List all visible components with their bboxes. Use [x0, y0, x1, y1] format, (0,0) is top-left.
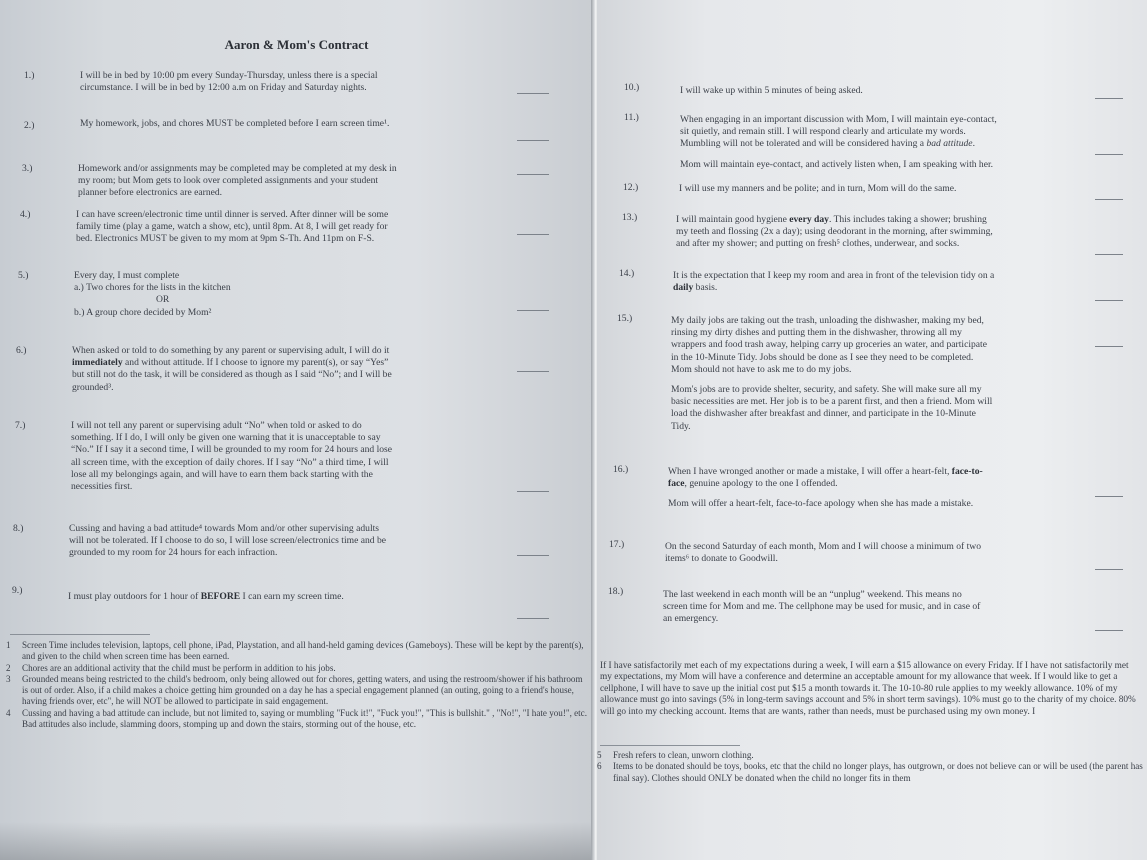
allowance-paragraph: If I have satisfactorily met each of my expectations during a week, I will earn a $15 allowance on every Friday. If I have not satisfactorily met my expectations, my Mom will have a conference and determine an acceptable amount for my allowance that week. If I would like to get a cellphone, I will have to save up the initial cost put $15 a month towards it. The 10-10-80 rule applies to my weekly allowance. 10% of my allowance must go into savings (5% in long-term savings account and 5% in short term savings). 10% must go to the charity of my choice. 80% will go into my checking account. Items that are wants, rather than needs, must be purchased using my own money. I	[600, 661, 1136, 717]
item-line: I can have screen/electronic time until dinner is served. After dinner will be some	[76, 209, 389, 220]
item-number: 8.)	[13, 523, 24, 534]
item-line: all screen time, with the exception of daily chores. If I say “No” a third time, I will	[71, 456, 389, 468]
item-line: I will use my manners and be polite; and in turn, Mom will do the same.	[679, 183, 957, 194]
item-line: “No.” If I say it a second time, I will be grounded to my room for 24 hours and lose	[71, 444, 393, 456]
item-line: and after my shower; and putting on fresh⁵ clothes, underwear, and socks.	[676, 238, 960, 250]
item-line: Mumbling will not be tolerated and will be considered having a bad attitude.	[680, 138, 975, 150]
item-line: but still not do the task, it will be considered as though as I said “No”; and I will be	[72, 369, 392, 381]
item-line: sit quietly, and remain still. I will respond clearly and articulate my words.	[680, 126, 966, 138]
right-footnotes	[597, 750, 1145, 784]
item-line: Mom should not have to ask me to do my jobs.	[671, 363, 852, 375]
item-line: will not be tolerated. If I choose to do so, I will lose screen/electronics time and be	[69, 535, 387, 547]
item-line: in the 10-Minute Tidy. Jobs should be done as I see they need to be completed.	[671, 351, 974, 363]
item-line: Mom will maintain eye-contact, and actively listen when, I am speaking with her.	[680, 158, 994, 170]
item-line: wrappers and food trash away, helping carry up groceries an water, and participate	[671, 339, 987, 351]
initial-line	[1095, 569, 1123, 570]
item-line: basic necessities are met. Her job is to be a parent first, and then a friend. Mom will	[671, 396, 993, 408]
initial-line	[1095, 154, 1123, 155]
item-line: circumstance. I will be in bed by 12:00 a.m on Friday and Saturday nights.	[80, 82, 367, 94]
item-number: 9.)	[12, 585, 23, 596]
item-number: 1.)	[24, 70, 35, 81]
item-line: grounded to my room for 24 hours for each infraction.	[69, 547, 278, 559]
item-line: When I have wronged another or made a mistake, I will offer a heart-felt, face-to-	[668, 466, 983, 477]
item-line: lose all my belongings again, and will have to earn them back starting with the	[71, 468, 373, 480]
footnote-5: 5 Fresh refers to clean, unworn clothing.	[597, 750, 754, 760]
initial-line	[517, 310, 549, 311]
item-line: rinsing my dirty dishes and putting them in the dishwasher, throwing all my	[671, 327, 962, 339]
item-number: 10.)	[624, 82, 640, 93]
item-line: items⁶ to donate to Goodwill.	[665, 553, 778, 565]
item-line: On the second Saturday of each month, Mom and I will choose a minimum of two	[665, 541, 981, 552]
item-line: I must play outdoors for 1 hour of BEFORE I can earn my screen time.	[68, 591, 344, 602]
item-number: 13.)	[622, 212, 638, 223]
item-line: Tidy.	[671, 420, 691, 432]
item-line: an emergency.	[663, 613, 719, 625]
item-line: a.) Two chores for the lists in the kitchen	[74, 282, 231, 294]
initial-line	[517, 371, 549, 372]
footnote-rule	[600, 745, 740, 746]
item-number: 15.)	[617, 313, 633, 324]
item-line: I will be in bed by 10:00 pm every Sunday-Thursday, unless there is a special	[80, 70, 378, 81]
item-line: family time (play a game, watch a show, etc), until 8pm. At 8, I will get ready for	[76, 221, 388, 233]
item-line: OR	[156, 294, 170, 306]
initial-line	[517, 140, 549, 141]
item-line: Cussing and having a bad attitude⁴ towards Mom and/or other supervising adults	[69, 523, 380, 534]
footnote-3: 3 Grounded means being restricted to the child's bedroom, only being allowed out for chores, getting waters, and using the restroom/shower if his bathroom is out of order. Also, if a child makes a choice getting him grounded on a day he has a special engagement planned (an outing, going to a friend's house, having friends over, etc", he will NOT be allowed to participate in said engagement.	[6, 673, 583, 707]
left-footnotes	[6, 640, 588, 730]
initial-line	[517, 491, 549, 492]
item-line: When asked or told to do something by any parent or supervising adult, I will do it	[72, 345, 390, 356]
initial-line	[1095, 496, 1123, 497]
item-line: immediately and without attitude. If I choose to ignore my parent(s), or say “Yes”	[72, 357, 389, 369]
item-line: face, genuine apology to the one I offended.	[668, 478, 838, 490]
item-line: I will wake up within 5 minutes of being asked.	[680, 85, 863, 96]
item-line: my teeth and flossing (2x a day); using deodorant in the morning, after swimming,	[676, 226, 993, 238]
item-line: I will not tell any parent or supervising adult “No” when told or asked to do	[71, 420, 362, 431]
footnote-1: 1 Screen Time includes television, laptops, cell phone, iPad, Playstation, and all hand-held gaming devices (Gameboys). These will be kept by the parent(s), and given to the child when screen time has been earned.	[6, 640, 584, 662]
item-line: grounded³.	[72, 381, 114, 393]
item-number: 12.)	[623, 182, 639, 193]
item-line: Every day, I must complete	[74, 270, 180, 281]
item-number: 11.)	[624, 112, 639, 123]
item-line: Mom will offer a heart-felt, face-to-face apology when she has made a mistake.	[668, 498, 974, 510]
item-number: 3.)	[22, 163, 33, 174]
item-line: daily basis.	[673, 282, 718, 294]
initial-line	[1095, 199, 1123, 200]
item-line: load the dishwasher after breakfast and dinner, and participate in the 10-Minute	[671, 408, 976, 420]
initial-line	[1095, 254, 1123, 255]
initial-line	[1095, 630, 1123, 631]
item-number: 14.)	[619, 268, 635, 279]
footnote-4: 4 Cussing and having a bad attitude can include, but not limited to, saying or mumbling "Fuck it!", "Fuck you!", "This is bullshit." , "No!", "I hate you!", etc. Bad attitudes also include, slamming doors, stomping up and down the stairs, storming out of the house, etc.	[6, 707, 587, 730]
footnote-2: 2 Chores are an additional activity that the child must be perform in addition to his jobs.	[6, 662, 336, 673]
contract-title: Aaron & Mom's Contract	[224, 37, 369, 52]
item-line: necessities first.	[71, 481, 133, 493]
item-line: Mom's jobs are to provide shelter, security, and safety. She will make sure all my	[671, 384, 982, 396]
page-shadow	[0, 822, 593, 860]
item-line: b.) A group chore decided by Mom²	[74, 306, 212, 318]
item-line: something. If I do, I will only be given one warning that it is unacceptable to say	[71, 432, 381, 444]
item-line: The last weekend in each month will be an “unplug” weekend. This means no	[663, 589, 962, 600]
initial-line	[517, 555, 549, 556]
item-number: 5.)	[18, 270, 29, 281]
item-number: 6.)	[16, 345, 27, 356]
item-line: my room; but Mom gets to look over completed assignments and your student	[78, 175, 379, 187]
item-number: 17.)	[609, 539, 625, 550]
item-line: My homework, jobs, and chores MUST be completed before I earn screen time¹.	[80, 118, 390, 129]
item-number: 7.)	[15, 420, 26, 431]
footnote-6: 6 Items to be donated should be toys, books, etc that the child no longer plays, has outgrown, or does not believe can or will be used (the parent has final say). Clothes should ONLY be donated when the child no longer fits in them	[597, 761, 1143, 783]
item-number: 4.)	[20, 209, 31, 220]
item-number: 18.)	[608, 586, 624, 597]
right-page	[597, 0, 1147, 860]
item-line: screen time for Mom and me. The cellphone may be used for music, and in case of	[663, 601, 981, 613]
item-line: Homework and/or assignments may be completed may be completed at my desk in	[78, 163, 397, 174]
item-line: planner before electronics are earned.	[78, 187, 223, 199]
footnote-rule	[10, 634, 150, 635]
initial-line	[517, 618, 549, 619]
item-line: bed. Electronics MUST be given to my mom at 9pm S-Th. And 11pm on F-S.	[76, 233, 375, 245]
initial-line	[517, 93, 549, 94]
item-line: It is the expectation that I keep my room and area in front of the television tidy on a	[673, 270, 995, 281]
item-line-rest: and without attitude. If I choose to ignore my parent(s), or say “Yes”	[122, 357, 389, 369]
initial-line	[1095, 300, 1123, 301]
initial-line	[1095, 346, 1123, 347]
initial-line	[1095, 98, 1123, 99]
item-number: 2.)	[24, 120, 35, 131]
item-line: My daily jobs are taking out the trash, unloading the dishwasher, making my bed,	[671, 315, 984, 326]
initial-line	[517, 174, 549, 175]
item-number: 16.)	[613, 464, 629, 475]
initial-line	[517, 234, 549, 235]
item-line: When engaging in an important discussion with Mom, I will maintain eye-contact,	[680, 114, 997, 125]
item-line: I will maintain good hygiene every day. This includes taking a shower; brushing	[676, 214, 987, 225]
